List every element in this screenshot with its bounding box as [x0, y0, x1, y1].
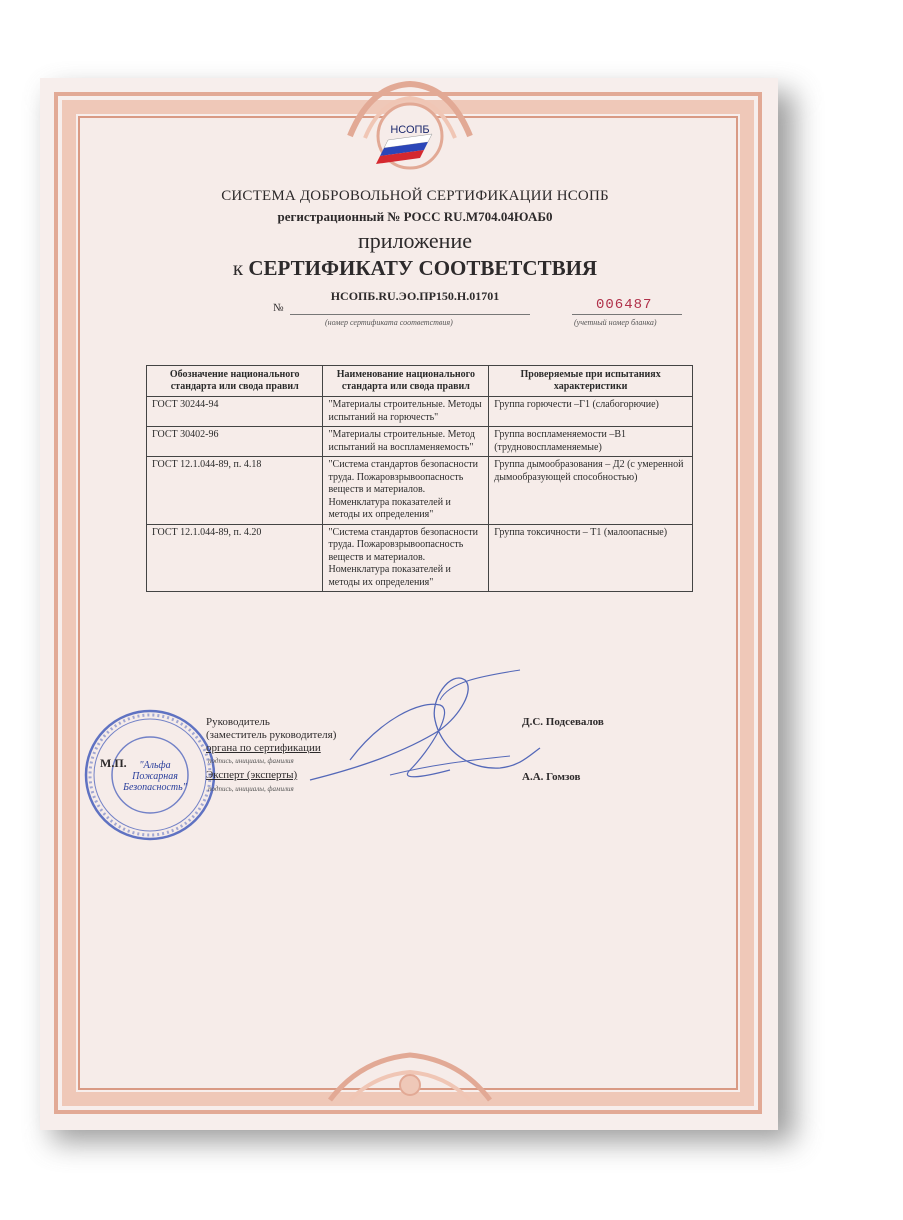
seal-line-1: "Альфа: [139, 760, 171, 771]
number-label: №: [273, 302, 284, 314]
seal-place-label: М.П.: [100, 756, 127, 770]
table-row: [147, 397, 693, 427]
row-code: ГОСТ 30244-94: [147, 397, 323, 427]
table-row: [147, 427, 693, 457]
head-caption: подпись, инициалы, фамилия: [208, 757, 294, 765]
expert-label: Эксперт (эксперты): [206, 769, 298, 781]
system-title: СИСТЕМА ДОБРОВОЛЬНОЙ СЕРТИФИКАЦИИ НСОПБ: [221, 188, 609, 204]
row-name: "Материалы строительные. Методы испытаний на горючесть": [323, 397, 489, 427]
table-row: [147, 524, 693, 592]
expert-caption: подпись, инициалы, фамилия: [208, 785, 294, 793]
head-label-1: Руководитель: [206, 716, 270, 728]
row-code: ГОСТ 30402-96: [147, 427, 323, 457]
row-property: Группа дымообразования – Д2 (с умеренной дымообразующей способностью): [489, 457, 693, 525]
certificate-number: НСОПБ.RU.ЭО.ПР150.Н.01701: [330, 289, 500, 303]
serial-number: 006487: [596, 297, 653, 313]
appendix-label: приложение: [358, 228, 472, 253]
certificate-title: [120, 256, 710, 281]
row-property: Группа воспламеняемости –В1 (трудновоспламеняемые): [489, 427, 693, 457]
row-name: "Система стандартов безопасности труда. Пожаровзрывоопасность веществ и материалов. Номенклатура показателей и методы их определения": [323, 524, 489, 592]
seal-text: [118, 760, 192, 793]
serial-caption: (учетный номер бланка): [574, 318, 657, 327]
number-caption: (номер сертификата соответствия): [325, 318, 453, 327]
bottom-ornament-icon: [320, 1040, 500, 1110]
header-code: Обозначение национального стандарта или свода правил: [147, 366, 323, 397]
row-name: "Система стандартов безопасности труда. Пожаровзрывоопасность веществ и материалов. Номенклатура показателей и методы их определения": [323, 457, 489, 525]
header-name: Наименование национального стандарта или свода правил: [323, 366, 489, 397]
row-property: Группа токсичности – Т1 (малоопасные): [489, 524, 693, 592]
head-name: Д.С. Подсевалов: [522, 716, 604, 728]
row-code: ГОСТ 12.1.044-89, п. 4.20: [147, 524, 323, 592]
russian-flag-icon: [370, 112, 450, 172]
row-name: "Материалы строительные. Метод испытаний на воспламеняемость": [323, 427, 489, 457]
header-property: Проверяемые при испытаниях характеристики: [489, 366, 693, 397]
table-row: [147, 457, 693, 525]
table-header-row: [147, 366, 693, 397]
seal-line-2: Пожарная: [132, 771, 178, 782]
row-property: Группа горючести –Г1 (слабогорючие): [489, 397, 693, 427]
row-code: ГОСТ 12.1.044-89, п. 4.18: [147, 457, 323, 525]
head-label-2: (заместитель руководителя): [206, 729, 337, 741]
serial-underline: [572, 314, 682, 315]
expert-name: А.А. Гомзов: [522, 771, 581, 783]
logo-label: НСОПБ: [390, 124, 430, 136]
handwritten-signature-icon: [290, 660, 550, 800]
head-label-3: органа по сертификации: [206, 742, 321, 754]
seal-line-3: Безопасность": [123, 782, 187, 793]
number-underline: [290, 314, 530, 315]
standards-table: [146, 365, 693, 592]
title-main: СЕРТИФИКАТУ СООТВЕТСТВИЯ: [248, 256, 598, 280]
title-prefix: к: [232, 256, 244, 280]
registration-number: регистрационный № РОСС RU.M704.04ЮАБ0: [277, 209, 553, 224]
